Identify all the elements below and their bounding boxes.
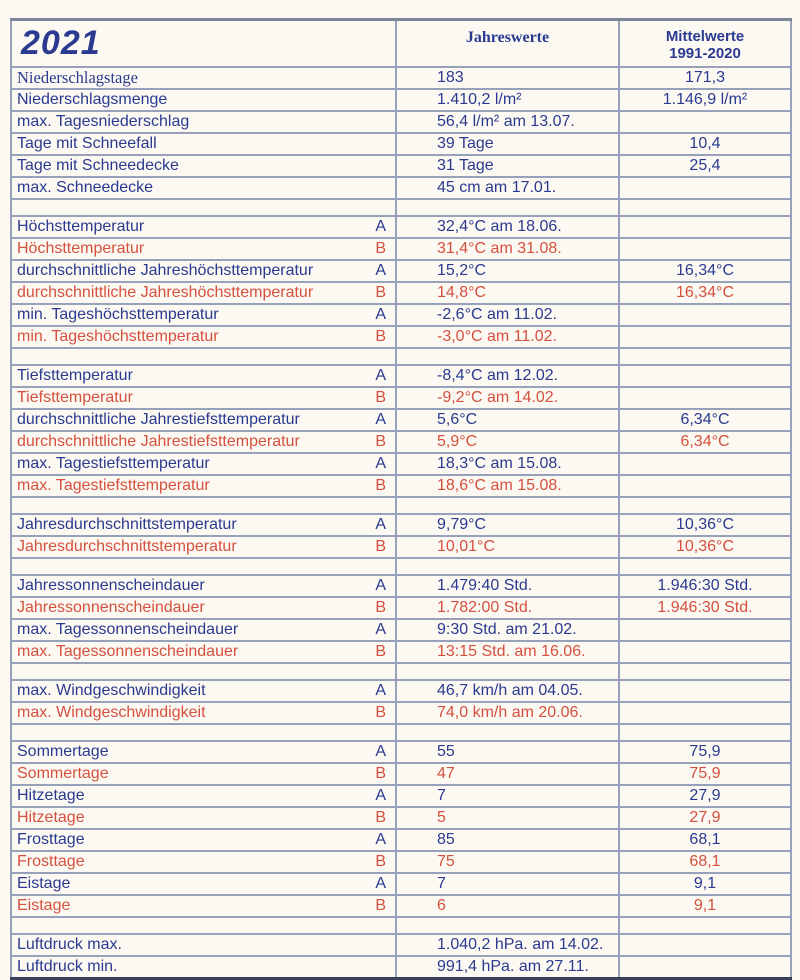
variant-letter: A [375, 576, 386, 594]
row-label: Hitzetage [17, 808, 85, 826]
annual-value: 75 [396, 851, 619, 873]
row-label: max. Tagesniederschlag [17, 112, 190, 130]
annual-value: 9:30 Std. am 21.02. [396, 619, 619, 641]
variant-letter: A [375, 515, 386, 533]
row-label-cell [11, 851, 396, 873]
variant-letter: B [375, 537, 386, 555]
row-label-cell [11, 111, 396, 133]
row-label-cell [11, 216, 396, 238]
mean-value: 9,1 [619, 873, 791, 895]
row-label-cell [11, 238, 396, 260]
mean-value [619, 641, 791, 663]
year-title: 2021 [21, 24, 101, 63]
row-label-cell [11, 67, 396, 89]
row-label: Eistage [17, 874, 71, 892]
mean-value [619, 216, 791, 238]
table-body [11, 67, 791, 979]
mean-value [619, 453, 791, 475]
row-label: Jahresdurchschnittstemperatur [17, 515, 237, 533]
row-label-cell [11, 873, 396, 895]
row-label-cell [11, 680, 396, 702]
annual-value: 1.479:40 Std. [396, 575, 619, 597]
mean-value [619, 365, 791, 387]
mean-value: 27,9 [619, 785, 791, 807]
row-label-cell [11, 282, 396, 304]
annual-value: -9,2°C am 14.02. [396, 387, 619, 409]
table-row [11, 536, 791, 558]
header-row [11, 20, 791, 67]
table-row [11, 453, 791, 475]
row-label: Tiefsttemperatur [17, 366, 133, 384]
table-row [11, 365, 791, 387]
table-row [11, 597, 791, 619]
mean-value [619, 177, 791, 199]
mean-value: 25,4 [619, 155, 791, 177]
spacer-row [11, 663, 791, 680]
row-label: Frosttage [17, 852, 85, 870]
row-label-cell [11, 785, 396, 807]
annual-value: 991,4 hPa. am 27.11. [396, 956, 619, 979]
table-row [11, 763, 791, 785]
table-row [11, 387, 791, 409]
mean-value [619, 326, 791, 348]
row-label-cell [11, 895, 396, 917]
year-header-cell [11, 20, 396, 67]
row-label: max. Tagessonnenscheindauer [17, 620, 239, 638]
annual-value: -2,6°C am 11.02. [396, 304, 619, 326]
annual-value: -3,0°C am 11.02. [396, 326, 619, 348]
row-label-cell [11, 365, 396, 387]
table-row [11, 741, 791, 763]
row-label-cell [11, 260, 396, 282]
table-row [11, 282, 791, 304]
mean-value [619, 475, 791, 497]
row-label: max. Tagestiefsttemperatur [17, 454, 210, 472]
annual-value: 15,2°C [396, 260, 619, 282]
row-label: Höchsttemperatur [17, 239, 145, 257]
row-label-cell [11, 956, 396, 979]
row-label-cell [11, 702, 396, 724]
mean-value: 6,34°C [619, 409, 791, 431]
mean-value [619, 934, 791, 956]
mean-value: 75,9 [619, 763, 791, 785]
row-label-cell [11, 177, 396, 199]
annual-value: -8,4°C am 12.02. [396, 365, 619, 387]
variant-letter: A [375, 217, 386, 235]
row-label: Sommertage [17, 742, 109, 760]
variant-letter: B [375, 476, 386, 494]
mean-value: 1.946:30 Std. [619, 597, 791, 619]
table-row [11, 155, 791, 177]
annual-value: 32,4°C am 18.06. [396, 216, 619, 238]
table-row [11, 785, 791, 807]
mean-value: 16,34°C [619, 282, 791, 304]
table-row [11, 575, 791, 597]
table-row [11, 851, 791, 873]
table-row [11, 304, 791, 326]
mean-value: 6,34°C [619, 431, 791, 453]
row-label: Hitzetage [17, 786, 85, 804]
mean-value [619, 680, 791, 702]
row-label: Jahressonnenscheindauer [17, 576, 205, 594]
variant-letter: A [375, 305, 386, 323]
row-label-cell [11, 431, 396, 453]
row-label-cell [11, 597, 396, 619]
mean-value: 10,4 [619, 133, 791, 155]
row-label: max. Windgeschwindigkeit [17, 703, 206, 721]
annual-value: 7 [396, 785, 619, 807]
variant-letter: B [375, 703, 386, 721]
row-label-cell [11, 514, 396, 536]
spacer-row [11, 917, 791, 934]
row-label-cell [11, 763, 396, 785]
row-label: max. Tagestiefsttemperatur [17, 476, 210, 494]
table-row [11, 619, 791, 641]
row-label-cell [11, 89, 396, 111]
table-row [11, 133, 791, 155]
row-label: Niederschlagsmenge [17, 90, 168, 108]
annual-value: 9,79°C [396, 514, 619, 536]
annual-value: 56,4 l/m² am 13.07. [396, 111, 619, 133]
row-label: Jahresdurchschnittstemperatur [17, 537, 237, 555]
table-row [11, 702, 791, 724]
mean-value [619, 387, 791, 409]
annual-value: 46,7 km/h am 04.05. [396, 680, 619, 702]
row-label: min. Tageshöchsttemperatur [17, 327, 219, 345]
weather-statistics-table [10, 18, 792, 980]
annual-value: 31,4°C am 31.08. [396, 238, 619, 260]
variant-letter: A [375, 681, 386, 699]
mean-value: 27,9 [619, 807, 791, 829]
variant-letter: B [375, 852, 386, 870]
table-row [11, 238, 791, 260]
row-label-cell [11, 326, 396, 348]
mean-value [619, 238, 791, 260]
mean-value: 16,34°C [619, 260, 791, 282]
row-label: min. Tageshöchsttemperatur [17, 305, 219, 323]
annual-values-column-header: Jahreswerte [396, 20, 619, 67]
row-label-cell [11, 133, 396, 155]
variant-letter: A [375, 410, 386, 428]
variant-letter: B [375, 432, 386, 450]
table-row [11, 895, 791, 917]
row-label: Tiefsttemperatur [17, 388, 133, 406]
mean-value: 75,9 [619, 741, 791, 763]
table-row [11, 680, 791, 702]
row-label-cell [11, 741, 396, 763]
row-label: Sommertage [17, 764, 109, 782]
mean-value: 9,1 [619, 895, 791, 917]
variant-letter: A [375, 620, 386, 638]
table-row [11, 409, 791, 431]
spacer-row [11, 558, 791, 575]
annual-value: 1.782:00 Std. [396, 597, 619, 619]
annual-value: 39 Tage [396, 133, 619, 155]
annual-value: 55 [396, 741, 619, 763]
variant-letter: B [375, 896, 386, 914]
mean-value [619, 619, 791, 641]
table-row [11, 111, 791, 133]
annual-value: 14,8°C [396, 282, 619, 304]
row-label: Tage mit Schneedecke [17, 156, 179, 174]
annual-value: 6 [396, 895, 619, 917]
row-label-cell [11, 536, 396, 558]
table-row [11, 829, 791, 851]
row-label: Luftdruck max. [17, 935, 122, 953]
row-label: Niederschlagstage [17, 67, 138, 87]
mean-value [619, 111, 791, 133]
row-label-cell [11, 641, 396, 663]
annual-value: 18,3°C am 15.08. [396, 453, 619, 475]
row-label: Jahressonnenscheindauer [17, 598, 205, 616]
row-label: durchschnittliche Jahrestiefsttemperatur [17, 410, 300, 428]
row-label: max. Schneedecke [17, 178, 154, 196]
variant-letter: B [375, 642, 386, 660]
row-label-cell [11, 304, 396, 326]
variant-letter: B [375, 764, 386, 782]
table-row [11, 431, 791, 453]
row-label: max. Windgeschwindigkeit [17, 681, 206, 699]
spacer-row [11, 724, 791, 741]
annual-value: 5,9°C [396, 431, 619, 453]
variant-letter: B [375, 388, 386, 406]
mean-value [619, 702, 791, 724]
table-row [11, 67, 791, 89]
mean-value [619, 956, 791, 979]
variant-letter: A [375, 261, 386, 279]
row-label-cell [11, 387, 396, 409]
variant-letter: A [375, 454, 386, 472]
row-label: Höchsttemperatur [17, 217, 145, 235]
variant-letter: A [375, 874, 386, 892]
row-label: durchschnittliche Jahreshöchsttemperatur [17, 261, 314, 279]
annual-value: 85 [396, 829, 619, 851]
annual-value: 47 [396, 763, 619, 785]
table-row [11, 216, 791, 238]
table-row [11, 807, 791, 829]
table-row [11, 260, 791, 282]
mean-header-line1: Mittelwerte [665, 28, 745, 45]
row-label-cell [11, 409, 396, 431]
annual-value: 1.410,2 l/m² [396, 89, 619, 111]
row-label-cell [11, 807, 396, 829]
mean-value: 68,1 [619, 829, 791, 851]
table-row [11, 326, 791, 348]
spacer-row [11, 348, 791, 365]
row-label-cell [11, 619, 396, 641]
annual-value: 45 cm am 17.01. [396, 177, 619, 199]
mean-value: 10,36°C [619, 514, 791, 536]
mean-value: 171,3 [619, 67, 791, 89]
variant-letter: A [375, 786, 386, 804]
row-label: Luftdruck min. [17, 957, 118, 975]
spacer-row [11, 199, 791, 216]
row-label-cell [11, 829, 396, 851]
variant-letter: A [375, 366, 386, 384]
mean-value: 68,1 [619, 851, 791, 873]
row-label-cell [11, 453, 396, 475]
variant-letter: B [375, 808, 386, 826]
row-label-cell [11, 934, 396, 956]
mean-header-line2: 1991-2020 [669, 45, 741, 62]
annual-value: 18,6°C am 15.08. [396, 475, 619, 497]
table-row [11, 956, 791, 979]
variant-letter: B [375, 327, 386, 345]
row-label-cell [11, 475, 396, 497]
annual-value: 5,6°C [396, 409, 619, 431]
variant-letter: A [375, 742, 386, 760]
annual-value: 31 Tage [396, 155, 619, 177]
table-row [11, 177, 791, 199]
mean-value: 10,36°C [619, 536, 791, 558]
table-row [11, 641, 791, 663]
variant-letter: B [375, 283, 386, 301]
variant-letter: B [375, 239, 386, 257]
row-label-cell [11, 155, 396, 177]
row-label: Frosttage [17, 830, 85, 848]
annual-value: 10,01°C [396, 536, 619, 558]
row-label: Eistage [17, 896, 71, 914]
variant-letter: B [375, 598, 386, 616]
variant-letter: A [375, 830, 386, 848]
row-label-cell [11, 575, 396, 597]
row-label: Tage mit Schneefall [17, 134, 157, 152]
mean-values-column-header [619, 20, 791, 67]
row-label: max. Tagessonnenscheindauer [17, 642, 239, 660]
table-row [11, 475, 791, 497]
table-row [11, 934, 791, 956]
row-label: durchschnittliche Jahreshöchsttemperatur [17, 283, 314, 301]
table-row [11, 89, 791, 111]
annual-value: 1.040,2 hPa. am 14.02. [396, 934, 619, 956]
mean-value [619, 304, 791, 326]
annual-value: 183 [396, 67, 619, 89]
row-label: durchschnittliche Jahrestiefsttemperatur [17, 432, 300, 450]
annual-value: 7 [396, 873, 619, 895]
spacer-row [11, 497, 791, 514]
annual-value: 74,0 km/h am 20.06. [396, 702, 619, 724]
annual-value: 5 [396, 807, 619, 829]
table-row [11, 514, 791, 536]
mean-value: 1.946:30 Std. [619, 575, 791, 597]
annual-value: 13:15 Std. am 16.06. [396, 641, 619, 663]
table-row [11, 873, 791, 895]
mean-value: 1.146,9 l/m² [619, 89, 791, 111]
